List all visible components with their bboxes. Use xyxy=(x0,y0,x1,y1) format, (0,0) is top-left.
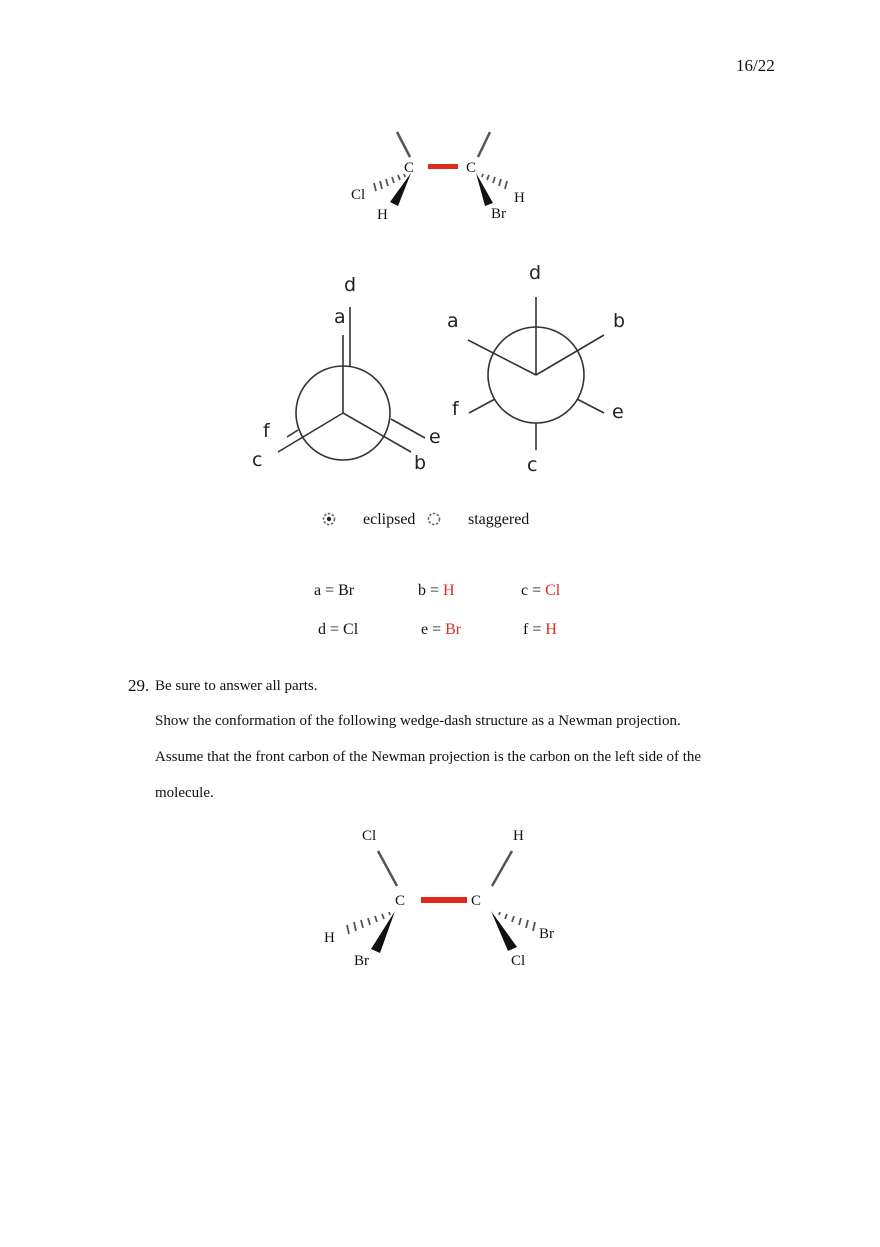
s2-c-left: C xyxy=(395,893,406,909)
s2-left-wedge-label: Br xyxy=(354,953,369,969)
answer-e: e = Br xyxy=(421,621,462,638)
staggered-label-f: f xyxy=(452,398,459,420)
option-staggered-label: staggered xyxy=(468,511,530,528)
s2-cc-bond-highlight xyxy=(421,897,467,903)
question-number: 29. xyxy=(128,676,150,695)
option-eclipsed-label: eclipsed xyxy=(363,511,416,528)
s2-right-wedge-label: Cl xyxy=(511,953,526,969)
answer-d: d = Cl xyxy=(318,621,359,638)
answer-a: a = Br xyxy=(314,582,355,599)
s1-left-dash-label: Cl xyxy=(351,187,366,203)
question-line-4: molecule. xyxy=(155,785,214,801)
staggered-label-d: d xyxy=(529,262,542,284)
answer-f: f = H xyxy=(523,621,557,638)
answer-b: b = H xyxy=(418,582,455,599)
staggered-label-a: a xyxy=(447,310,459,332)
eclipsed-label-b: b xyxy=(414,452,427,474)
question-line-3: Assume that the front carbon of the Newman projection is the carbon on the left side of the xyxy=(155,749,702,765)
s2-right-dash-label: Br xyxy=(539,926,554,942)
s2-right-top-label: H xyxy=(513,828,524,844)
eclipsed-label-c: c xyxy=(252,449,263,471)
eclipsed-label-f: f xyxy=(263,420,270,442)
eclipsed-label-a: a xyxy=(334,306,346,328)
eclipsed-label-e: e xyxy=(429,426,441,448)
question-line-2: Show the conformation of the following wedge-dash structure as a Newman projection. xyxy=(155,713,681,729)
s1-c-right: C xyxy=(466,160,477,176)
answer-c: c = Cl xyxy=(521,582,561,599)
question-line-1: Be sure to answer all parts. xyxy=(155,678,318,694)
s1-right-dash-label: H xyxy=(514,190,525,206)
s2-left-top-label: Cl xyxy=(362,828,377,844)
s2-right-dash-bond xyxy=(499,912,535,931)
s1-left-wedge-label: H xyxy=(377,207,388,223)
s1-right-wedge-label: Br xyxy=(491,206,506,222)
s2-left-top-bond xyxy=(378,851,397,886)
s2-c-right: C xyxy=(471,893,482,909)
s2-right-top-bond xyxy=(492,851,512,886)
staggered-label-c: c xyxy=(527,454,538,476)
eclipsed-label-d: d xyxy=(344,274,357,296)
staggered-label-b: b xyxy=(613,310,626,332)
staggered-label-e: e xyxy=(612,401,624,423)
s2-left-dash-label: H xyxy=(324,930,335,946)
page-number: 16/22 xyxy=(736,56,775,75)
s1-c-left: C xyxy=(404,160,415,176)
